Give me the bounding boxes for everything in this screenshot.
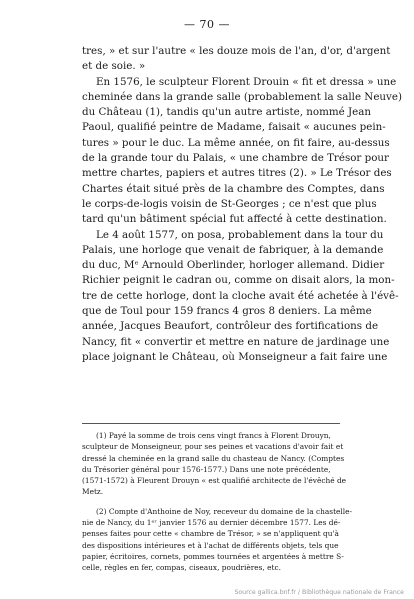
footnote-line: sculpteur de Monseigneur, pour ses peines et vacations d'avoir fait et	[82, 442, 344, 452]
source-credit: Source gallica.bnf.fr / Bibliothèque nationale de France	[234, 589, 404, 596]
text-line: Palais, une horloge que venait de fabriquer, à la demande	[82, 243, 384, 256]
text-line: tres, » et sur l'autre « les douze mois de l'an, d'or, d'argent	[82, 45, 391, 57]
footnote	[82, 430, 347, 498]
text-line: tard qu'un bâtiment spécial fut affecté à cette destination.	[82, 213, 387, 226]
footnote-line: (2) Compte d'Anthoine de Noy, receveur du domaine de la chastelle-	[96, 506, 353, 516]
text-line: Richier peignit le cadran ou, comme on disait alors, la mon-	[82, 274, 395, 287]
footnotes	[82, 430, 353, 582]
footnote-line: nie de Nancy, du 1ᵉʳ janvier 1576 au dernier décembre 1577. Les dé-	[82, 518, 341, 528]
footnote-line: celle, règles en fer, compas, ciseaux, poudrières, etc.	[82, 563, 281, 573]
body-text	[82, 44, 402, 365]
text-line: du Château (1), tandis qu'un autre artiste, nommé Jean	[82, 106, 371, 119]
footnote-line: dressé la cheminée en la grand salle du chasteau de Nancy. (Comptes	[82, 453, 345, 463]
footnote-line: papier, écritoires, cornets, pommes tournées et argentées à mettre S-	[82, 551, 344, 561]
footnote-line: penses faites pour cette « chambre de Trésor, » se n'appliquent qu'à	[82, 529, 339, 539]
text-line: mettre chartes, papiers et autres titres (2). » Le Trésor des	[82, 167, 392, 180]
text-line: tre de cette horloge, dont la cloche avait été achetée à l'évê-	[82, 289, 399, 302]
paragraph	[82, 75, 402, 228]
text-line: de la grande tour du Palais, « une chambre de Trésor pour	[82, 152, 389, 165]
text-line: Le 4 août 1577, on posa, probablement dans la tour du	[96, 228, 384, 241]
text-line: Chartes était situé près de la chambre des Comptes, dans	[82, 182, 385, 195]
footnote-line: Metz.	[82, 487, 104, 497]
text-line: Nancy, fit « convertir et mettre en nature de jardinage une	[82, 335, 390, 348]
footnote-line: (1571-1572) à Fleurent Drouyn « est qualifié architecte de l'évêché de	[82, 476, 347, 486]
footnote-line: des dispositions intérieures et à l'achat de différents objets, tels que	[82, 540, 339, 550]
footnote	[82, 506, 353, 574]
text-line: Paoul, qualifié peintre de Madame, faisait « aucunes pein-	[82, 121, 386, 134]
text-line: place joignant le Château, où Monseigneur a fait faire une	[82, 350, 388, 363]
footnote-line: du Trésorier général pour 1576-1577.) Dans une note précédente,	[82, 464, 331, 474]
text-line: du duc, Mᵉ Arnould Oberlinder, horloger allemand. Didier	[82, 259, 385, 272]
page-number: — 70 —	[184, 18, 230, 31]
text-line: En 1576, le sculpteur Florent Drouin « fit et dressa » une	[96, 75, 397, 88]
text-line: et de soie. »	[82, 60, 146, 73]
text-line: tures » pour le duc. La même année, on fit faire, au-dessus	[82, 136, 390, 149]
text-line: que de Toul pour 159 francs 4 gros 8 deniers. La même	[82, 305, 372, 318]
footnote-divider	[82, 423, 340, 424]
paragraph	[82, 228, 399, 366]
paragraph	[82, 44, 391, 75]
text-line: cheminée dans la grande salle (probablement la salle Neuve)	[82, 90, 402, 103]
footnote-line: (1) Payé la somme de trois cens vingt francs à Florent Drouyn,	[96, 431, 331, 440]
text-line: le corps-de-logis voisin de St-Georges ; ce n'est que plus	[82, 197, 377, 210]
text-line: année, Jacques Beaufort, contrôleur des fortifications de	[82, 320, 379, 333]
